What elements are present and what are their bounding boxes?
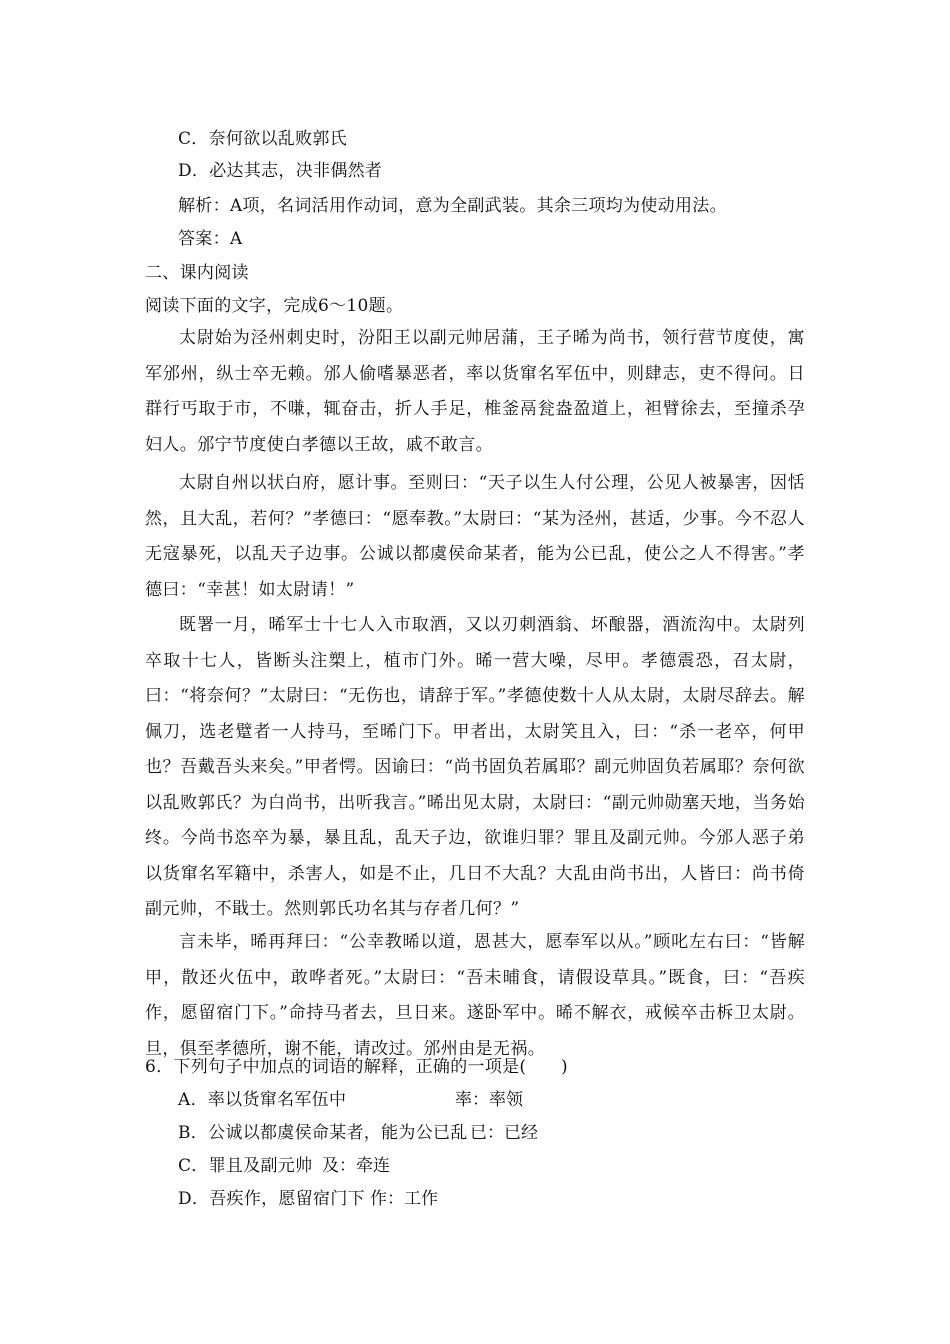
paragraph-text: 太尉自州以状白府，愿计事。至则曰：“天子以生人付公理，公见人被暴害，因恬然，且大乱，若何？”孝德曰：“愿奉教。”太尉曰：“某为泾州，甚适，少事。今不忍人无寇暴死，以乱天子边事。公诚以都虞侯命某者，能为公已乱，使公之人不得害。”孝德曰：“幸甚！如太尉请！” xyxy=(145,473,805,600)
paragraph-text: 太尉始为泾州刺史时，汾阳王以副元帅居蒲，王子晞为尚书，领行营节度使，寓军邠州，纵士卒无赖。邠人偷嗜暴恶者，率以货窜名军伍中，则肆志，吏不得问。日群行丐取于市，不嗛，辄奋击，折人手足，椎釜鬲瓮盎盈道上，袒臂徐去，至撞杀孕妇人。邠宁节度使白孝德以王故，戚不敢言。 xyxy=(145,328,805,455)
question-6-option-d: D．吾疾作，愿留宿门下 xyxy=(178,1189,365,1209)
question-6-option-d-gloss: 作：工作 xyxy=(370,1189,438,1209)
question-6-option-a-gloss: 率：率领 xyxy=(455,1090,523,1110)
question-6-stem: 6．下列句子中加点的词语的解释，正确的一项是( ) xyxy=(145,1057,568,1077)
answer-text: 答案：A xyxy=(178,229,243,249)
passage-paragraph-4 xyxy=(145,925,805,1067)
section-title: 二、课内阅读 xyxy=(145,263,249,283)
passage-paragraph-1 xyxy=(145,321,805,463)
reading-instruction: 阅读下面的文字，完成6～10题。 xyxy=(145,296,404,316)
previous-option-d: D．必达其志，决非偶然者 xyxy=(178,161,383,181)
question-6-option-a: A．率以货窜名军伍中 xyxy=(178,1090,347,1110)
question-6-option-b: B．公诚以都虞侯命某者，能为公已乱 xyxy=(178,1123,468,1143)
passage-paragraph-3 xyxy=(145,608,805,928)
paragraph-text: 言未毕，晞再拜曰：“公幸教晞以道，恩甚大，愿奉军以从。”顾叱左右曰：“皆解甲，散还火伍中，敢哗者死。”太尉曰：“吾未晡食，请假设草具。”既食，曰：“吾疾作，愿留宿门下。”命持马者去，旦日来。遂卧军中。晞不解衣，戒候卒击柝卫太尉。旦，俱至孝德所，谢不能，请改过。邠州由是无祸。 xyxy=(145,932,805,1059)
question-6-option-c: C．罪且及副元帅 xyxy=(178,1156,313,1176)
passage-paragraph-2 xyxy=(145,466,805,608)
question-6-option-b-gloss: 已：已经 xyxy=(470,1123,538,1143)
paragraph-text: 既署一月，晞军士十七人入市取酒，又以刃刺酒翁、坏酿器，酒流沟中。太尉列卒取十七人，皆断头注槊上，植市门外。晞一营大噪，尽甲。孝德震恐，召太尉，曰：“将奈何？”太尉曰：“无伤也，请辞于军。”孝德使数十人从太尉，太尉尽辞去。解佩刀，选老躄者一人持马，至晞门下。甲者出，太尉笑且入，曰：“杀一老卒，何甲也？吾戴吾头来矣。”甲者愕。因谕曰：“尚书固负若属耶？副元帅固负若属耶？奈何欲以乱败郭氏？为白尚书，出听我言。”晞出见太尉，太尉曰：“副元帅勋塞天地，当务始终。今尚书恣卒为暴，暴且乱，乱天子边，欲谁归罪？罪且及副元帅。今邠人恶子弟以货窜名军籍中，杀害人，如是不止，几日不大乱？大乱由尚书出，人皆曰：尚书倚副元帅，不戢士。然则郭氏功名其与存者几何？” xyxy=(145,615,805,919)
analysis-text: 解析：A项，名词活用作动词，意为全副武装。其余三项均为使动用法。 xyxy=(178,196,727,216)
question-6-option-c-gloss: 及：牵连 xyxy=(322,1156,390,1176)
previous-option-c: C．奈何欲以乱败郭氏 xyxy=(178,129,348,149)
